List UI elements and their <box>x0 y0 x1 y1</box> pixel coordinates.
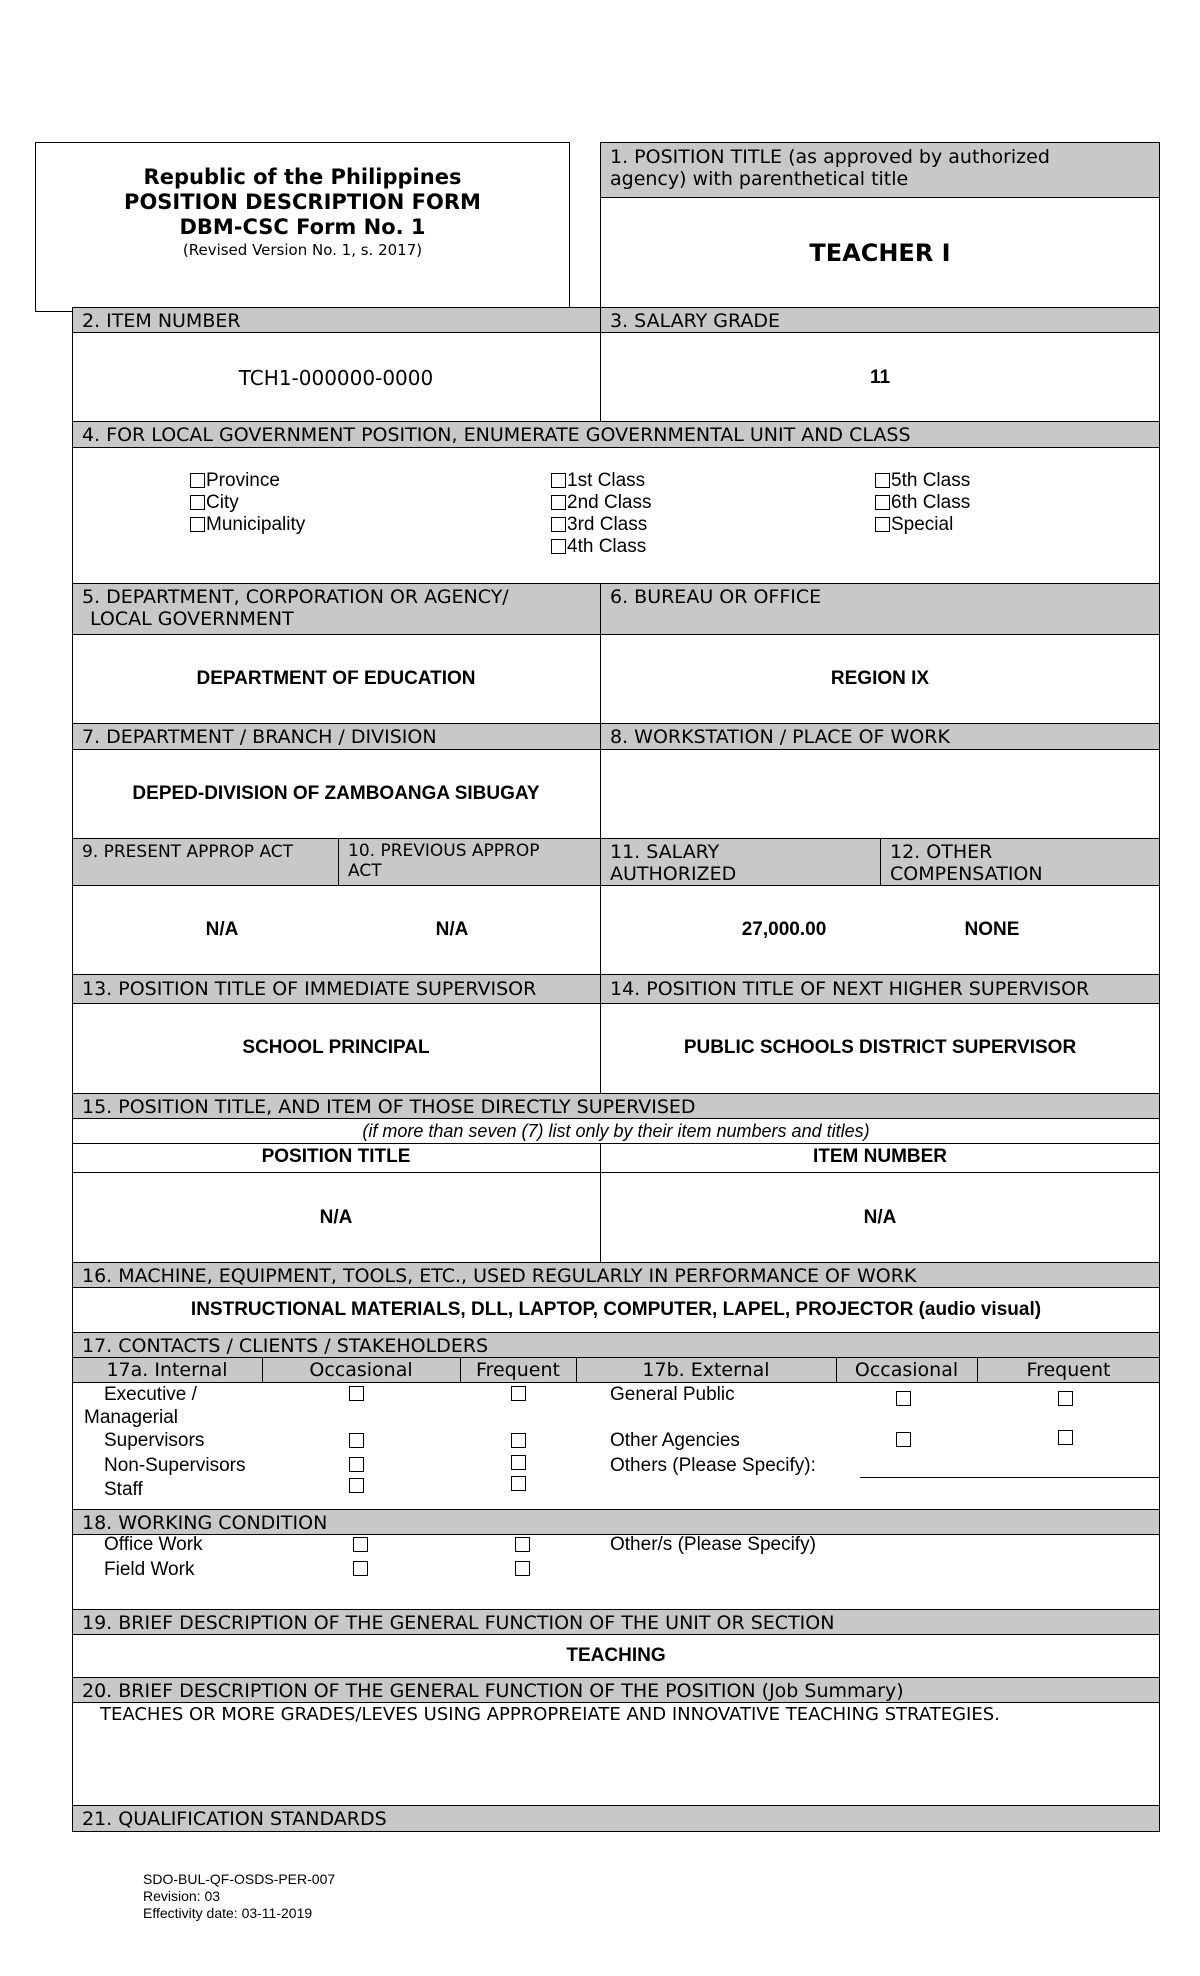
internal-col: 17a. Internal <box>106 1359 228 1381</box>
office-work-occasional-checkbox[interactable] <box>353 1537 368 1552</box>
unit-function-label: 19. BRIEF DESCRIPTION OF THE GENERAL FUNCTION OF THE UNIT OR SECTION <box>82 1612 835 1634</box>
equipment-label: 16. MACHINE, EQUIPMENT, TOOLS, ETC., USED REGULARLY IN PERFORMANCE OF WORK <box>82 1265 917 1287</box>
footer-code: SDO-BUL-QF-OSDS-PER-007 <box>143 1871 336 1887</box>
document-footer <box>143 1871 335 1922</box>
header-republic: Republic of the Philippines <box>143 165 462 189</box>
field-work-occasional-checkbox[interactable] <box>353 1561 368 1576</box>
internal-frequent-col: Frequent <box>476 1359 560 1381</box>
external-col: 17b. External <box>642 1359 770 1381</box>
city-checkbox[interactable] <box>190 495 205 510</box>
non-supervisors-frequent-checkbox[interactable] <box>511 1455 526 1470</box>
division-label: 7. DEPARTMENT / BRANCH / DIVISION <box>82 726 437 748</box>
workstation-label: 8. WORKSTATION / PLACE OF WORK <box>610 726 950 748</box>
class5-checkbox[interactable] <box>875 473 890 488</box>
others-specify-label: Others (Please Specify): <box>610 1455 816 1476</box>
executive-frequent-checkbox[interactable] <box>511 1386 526 1401</box>
supervised-title-value: N/A <box>319 1207 353 1228</box>
workstation-value <box>600 774 1160 814</box>
staff-frequent-checkbox[interactable] <box>511 1476 526 1491</box>
other-compensation-value: NONE <box>964 919 1020 940</box>
lgu-column-3 <box>875 470 970 536</box>
managerial-label: Managerial <box>84 1407 178 1428</box>
class4-label: 4th Class <box>567 536 647 557</box>
supervisors-occasional-checkbox[interactable] <box>349 1433 364 1448</box>
agency-value: DEPARTMENT OF EDUCATION <box>196 668 476 689</box>
supervisors-label: Supervisors <box>104 1430 205 1451</box>
working-condition-label: 18. WORKING CONDITION <box>82 1512 328 1534</box>
class3-label: 3rd Class <box>567 514 648 535</box>
other-agencies-frequent-checkbox[interactable] <box>1058 1430 1073 1445</box>
footer-effectivity: Effectivity date: 03-11-2019 <box>143 1905 313 1921</box>
qualification-label: 21. QUALIFICATION STANDARDS <box>82 1808 387 1830</box>
previous-approp-label: 10. PREVIOUS APPROP ACT <box>348 841 540 881</box>
class4-checkbox[interactable] <box>551 539 566 554</box>
header-form-number: DBM-CSC Form No. 1 <box>179 215 426 239</box>
municipality-label: Municipality <box>206 514 306 535</box>
next-supervisor-label: 14. POSITION TITLE OF NEXT HIGHER SUPERVISOR <box>610 978 1090 1000</box>
province-label: Province <box>206 470 280 491</box>
office-work-label: Office Work <box>104 1534 203 1555</box>
salary-grade-value: 11 <box>869 367 891 388</box>
lgu-column-2 <box>551 470 652 558</box>
class1-checkbox[interactable] <box>551 473 566 488</box>
position-title-label: 1. POSITION TITLE (as approved by authorized agency) with parenthetical title <box>610 146 1050 190</box>
supervised-label: 15. POSITION TITLE, AND ITEM OF THOSE DIRECTLY SUPERVISED <box>82 1096 696 1118</box>
other-agencies-label: Other Agencies <box>610 1430 740 1451</box>
bureau-value: REGION IX <box>830 668 930 689</box>
non-supervisors-label: Non-Supervisors <box>104 1455 246 1476</box>
general-public-frequent-checkbox[interactable] <box>1058 1391 1073 1406</box>
salary-grade-label: 3. SALARY GRADE <box>610 310 781 332</box>
class2-label: 2nd Class <box>567 492 652 513</box>
others-specify-line[interactable] <box>860 1477 1160 1478</box>
non-supervisors-occasional-checkbox[interactable] <box>349 1457 364 1472</box>
class3-checkbox[interactable] <box>551 517 566 532</box>
position-title-value: TEACHER I <box>809 238 951 267</box>
bureau-label: 6. BUREAU OR OFFICE <box>610 586 822 608</box>
supervised-col-item: ITEM NUMBER <box>812 1146 948 1167</box>
external-frequent-col: Frequent <box>1026 1359 1111 1381</box>
executive-label: Executive / <box>104 1384 197 1405</box>
present-approp-value: N/A <box>205 919 239 940</box>
province-checkbox[interactable] <box>190 473 205 488</box>
present-approp-label: 9. PRESENT APPROP ACT <box>82 842 294 862</box>
executive-occasional-checkbox[interactable] <box>349 1386 364 1401</box>
salary-authorized-value: 27,000.00 <box>741 919 827 940</box>
job-summary-value: TEACHES OR MORE GRADES/LEVES USING APPROPREIATE AND INNOVATIVE TEACHING STRATEGIES. <box>100 1704 1000 1725</box>
other-compensation-label: 12. OTHER COMPENSATION <box>890 841 1043 885</box>
immediate-supervisor-value: SCHOOL PRINCIPAL <box>242 1037 430 1058</box>
header-revision: (Revised Version No. 1, s. 2017) <box>182 241 423 259</box>
form-header <box>35 165 570 260</box>
immediate-supervisor-label: 13. POSITION TITLE OF IMMEDIATE SUPERVISOR <box>82 978 537 1000</box>
field-work-label: Field Work <box>104 1559 195 1580</box>
class1-label: 1st Class <box>567 470 646 491</box>
other-agencies-occasional-checkbox[interactable] <box>896 1432 911 1447</box>
special-checkbox[interactable] <box>875 517 890 532</box>
footer-revision: Revision: 03 <box>143 1888 221 1904</box>
lgu-column-1 <box>190 470 305 536</box>
item-number-value: TCH1-000000-0000 <box>238 366 434 390</box>
class6-checkbox[interactable] <box>875 495 890 510</box>
external-occasional-col: Occasional <box>854 1359 959 1381</box>
field-work-frequent-checkbox[interactable] <box>515 1561 530 1576</box>
supervisors-frequent-checkbox[interactable] <box>511 1433 526 1448</box>
office-work-frequent-checkbox[interactable] <box>515 1537 530 1552</box>
supervised-note: (if more than seven (7) list only by their item numbers and titles) <box>362 1121 870 1141</box>
class5-label: 5th Class <box>891 470 971 491</box>
class6-label: 6th Class <box>891 492 971 513</box>
unit-function-value: TEACHING <box>566 1645 666 1666</box>
municipality-checkbox[interactable] <box>190 517 205 532</box>
job-summary-label: 20. BRIEF DESCRIPTION OF THE GENERAL FUNCTION OF THE POSITION (Job Summary) <box>82 1680 904 1702</box>
item-number-label: 2. ITEM NUMBER <box>82 310 241 332</box>
agency-label: 5. DEPARTMENT, CORPORATION OR AGENCY/ LOCAL GOVERNMENT <box>82 586 509 630</box>
header-form-title: POSITION DESCRIPTION FORM <box>124 190 481 214</box>
internal-occasional-col: Occasional <box>309 1359 413 1381</box>
division-value: DEPED-DIVISION OF ZAMBOANGA SIBUGAY <box>132 783 540 804</box>
salary-authorized-label: 11. SALARY AUTHORIZED <box>610 841 737 885</box>
staff-occasional-checkbox[interactable] <box>349 1478 364 1493</box>
city-label: City <box>206 492 239 513</box>
previous-approp-value: N/A <box>435 919 469 940</box>
supervised-col-title: POSITION TITLE <box>261 1146 411 1167</box>
next-supervisor-value: PUBLIC SCHOOLS DISTRICT SUPERVISOR <box>683 1037 1077 1058</box>
general-public-occasional-checkbox[interactable] <box>896 1391 911 1406</box>
staff-label: Staff <box>104 1479 143 1500</box>
class2-checkbox[interactable] <box>551 495 566 510</box>
other-condition-label: Other/s (Please Specify) <box>610 1534 816 1555</box>
special-label: Special <box>891 514 954 535</box>
lgu-label: 4. FOR LOCAL GOVERNMENT POSITION, ENUMERATE GOVERNMENTAL UNIT AND CLASS <box>82 424 911 446</box>
general-public-label: General Public <box>610 1384 735 1405</box>
supervised-item-value: N/A <box>863 1207 897 1228</box>
equipment-value: INSTRUCTIONAL MATERIALS, DLL, LAPTOP, COMPUTER, LAPEL, PROJECTOR (audio visual) <box>190 1299 1042 1320</box>
contacts-label: 17. CONTACTS / CLIENTS / STAKEHOLDERS <box>82 1335 489 1357</box>
